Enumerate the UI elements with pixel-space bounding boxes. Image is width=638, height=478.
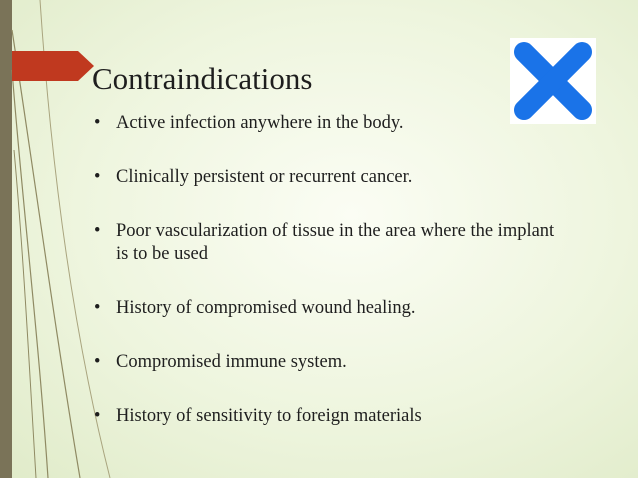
bullet-dot: • bbox=[94, 167, 101, 187]
bullet-dot: • bbox=[94, 221, 101, 241]
contraindications-list bbox=[94, 112, 564, 459]
list-item bbox=[94, 405, 564, 428]
list-item bbox=[94, 220, 564, 266]
list-item-text: Clinically persistent or recurrent cancer. bbox=[116, 167, 413, 187]
list-item-text: Compromised immune system. bbox=[116, 352, 347, 372]
bullet-dot: • bbox=[94, 298, 101, 318]
bullet-dot: • bbox=[94, 406, 101, 426]
list-item bbox=[94, 351, 564, 374]
bullet-dot: • bbox=[94, 113, 101, 133]
list-item-text: History of sensitivity to foreign materials bbox=[116, 406, 422, 426]
bullet-dot: • bbox=[94, 352, 101, 372]
list-item bbox=[94, 112, 564, 135]
red-arrow-tab-icon bbox=[12, 51, 94, 81]
slide-title: Contraindications bbox=[92, 61, 313, 96]
list-item bbox=[94, 297, 564, 320]
list-item-text: Active infection anywhere in the body. bbox=[116, 113, 404, 133]
list-item-text: Poor vascularization of tissue in the area where the implant is to be used bbox=[116, 221, 555, 264]
left-decorative-bar bbox=[0, 0, 12, 478]
list-item-text: History of compromised wound healing. bbox=[116, 298, 416, 318]
list-item bbox=[94, 166, 564, 189]
